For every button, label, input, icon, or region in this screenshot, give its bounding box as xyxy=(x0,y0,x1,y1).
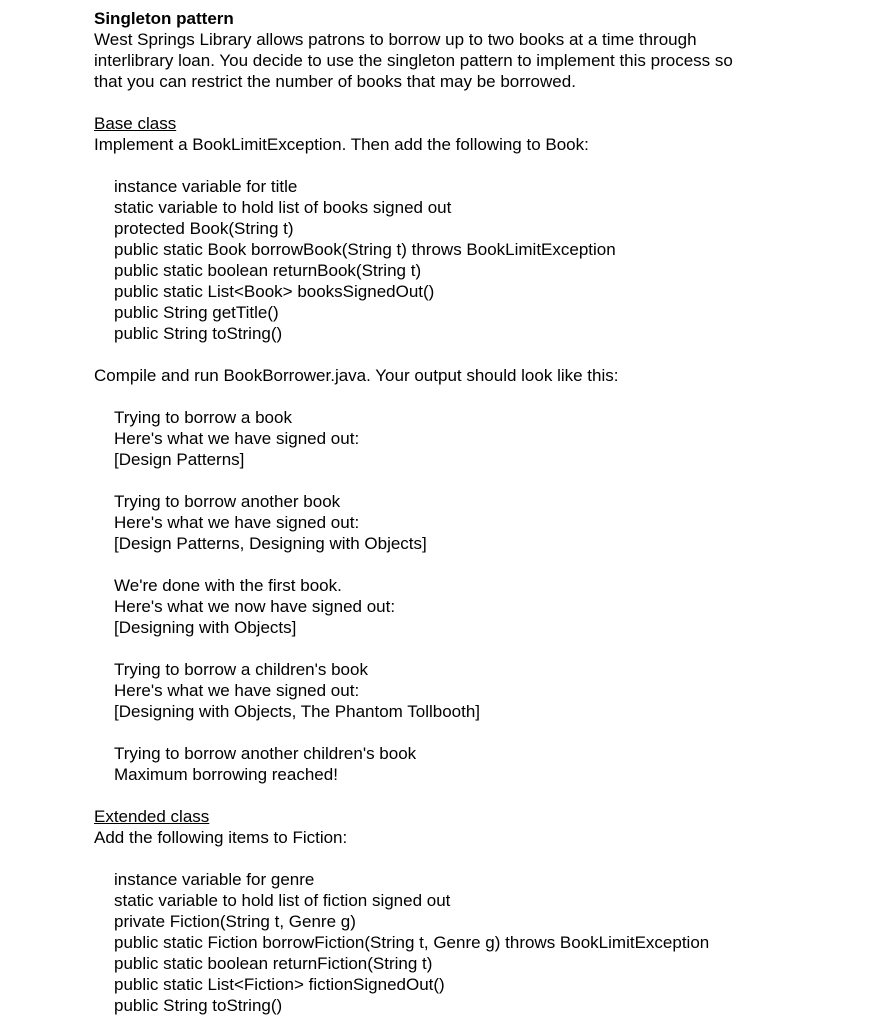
list-item: static variable to hold list of fiction signed out xyxy=(114,891,451,910)
spacer xyxy=(94,344,854,365)
spacer xyxy=(94,554,854,575)
intro-line-3: that you can restrict the number of books that may be borrowed. xyxy=(94,72,576,91)
page-title: Singleton pattern xyxy=(94,9,234,28)
list-item: public static boolean returnBook(String t) xyxy=(114,261,422,280)
list-item: public String toString() xyxy=(114,996,283,1015)
list-item: private Fiction(String t, Genre g) xyxy=(114,912,356,931)
output-line: We're done with the first book. xyxy=(114,576,342,595)
list-item: instance variable for title xyxy=(114,177,298,196)
output-line: [Design Patterns, Designing with Objects] xyxy=(114,534,427,553)
extended-class-items xyxy=(94,869,854,1016)
output-line: Here's what we now have signed out: xyxy=(114,597,396,616)
list-item: public static List<Fiction> fictionSignedOut() xyxy=(114,975,445,994)
list-item: public String toString() xyxy=(114,324,283,343)
spacer xyxy=(94,785,854,806)
output-line: Here's what we have signed out: xyxy=(114,429,360,448)
output-line: Here's what we have signed out: xyxy=(114,681,360,700)
output-line: Trying to borrow a children's book xyxy=(114,660,368,679)
spacer xyxy=(94,848,854,869)
intro-line-1: West Springs Library allows patrons to borrow up to two books at a time through xyxy=(94,30,697,49)
spacer xyxy=(94,386,854,407)
extended-class-heading: Extended class xyxy=(94,807,210,826)
output-line: Here's what we have signed out: xyxy=(114,513,360,532)
list-item: public static boolean returnFiction(String t) xyxy=(114,954,433,973)
list-item: static variable to hold list of books signed out xyxy=(114,198,452,217)
output-line: Maximum borrowing reached! xyxy=(114,765,338,784)
base-class-instruction: Implement a BookLimitException. Then add the following to Book: xyxy=(94,135,589,154)
document-body xyxy=(94,8,854,1016)
compile-instruction: Compile and run BookBorrower.java. Your output should look like this: xyxy=(94,366,619,385)
output-line: [Design Patterns] xyxy=(114,450,245,469)
expected-output xyxy=(94,407,854,785)
list-item: protected Book(String t) xyxy=(114,219,294,238)
extended-class-instruction: Add the following items to Fiction: xyxy=(94,828,348,847)
list-item: public static Fiction borrowFiction(String t, Genre g) throws BookLimitException xyxy=(114,933,710,952)
list-item: instance variable for genre xyxy=(114,870,315,889)
output-line: Trying to borrow a book xyxy=(114,408,292,427)
list-item: public static List<Book> booksSignedOut() xyxy=(114,282,435,301)
intro-line-2: interlibrary loan. You decide to use the singleton pattern to implement this process so xyxy=(94,51,733,70)
output-line: [Designing with Objects, The Phantom Tollbooth] xyxy=(114,702,481,721)
base-class-heading: Base class xyxy=(94,114,177,133)
list-item: public static Book borrowBook(String t) throws BookLimitException xyxy=(114,240,616,259)
base-class-items xyxy=(94,176,854,344)
spacer xyxy=(94,722,854,743)
output-line: Trying to borrow another children's book xyxy=(114,744,417,763)
spacer xyxy=(94,155,854,176)
output-line: Trying to borrow another book xyxy=(114,492,341,511)
list-item: public String getTitle() xyxy=(114,303,279,322)
spacer xyxy=(94,638,854,659)
spacer xyxy=(94,92,854,113)
output-line: [Designing with Objects] xyxy=(114,618,297,637)
spacer xyxy=(94,470,854,491)
